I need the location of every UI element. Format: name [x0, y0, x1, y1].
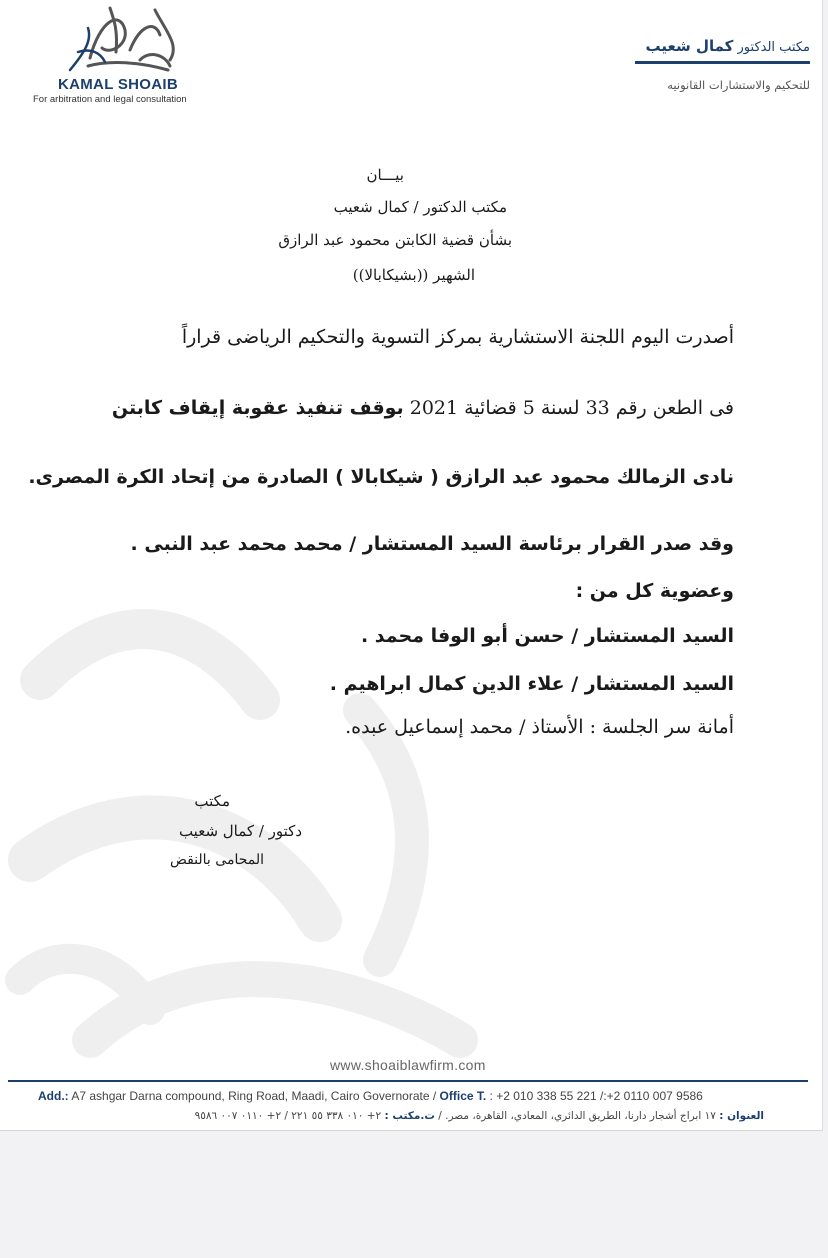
header-rule	[635, 61, 810, 64]
address-ar: ١٧ ابراج أشجار دارنا، الطريق الدائري، المعادي، القاهرة، مصر. /	[434, 1110, 720, 1122]
statement-issuer: مكتب الدكتور / كمال شعيب	[333, 198, 507, 216]
member-2: السيد المستشار / علاء الدين كمال ابراهيم .	[329, 673, 734, 695]
footer-rule	[8, 1080, 808, 1082]
decision-text: بوقف تنفيذ عقوبة إيقاف كابتن	[111, 397, 404, 419]
session-secretary: أمانة سر الجلسة : الأستاذ / محمد إسماعيل عبده.	[345, 716, 734, 738]
statement-nickname: الشهير ((بشيكابالا))	[352, 266, 475, 284]
statement-title: بيـــان	[366, 166, 404, 184]
signature-title: المحامى بالنقض	[169, 852, 264, 868]
statement-subject: بشأن قضية الكابتن محمود عبد الرازق	[278, 231, 512, 249]
body-paragraph-1: أصدرت اليوم اللجنة الاستشارية بمركز التسوية والتحكيم الرياضى قراراً	[181, 326, 734, 348]
footer-address-en	[38, 1089, 703, 1103]
logo-name: KAMAL SHOAIB	[58, 76, 178, 93]
office-name-header	[646, 37, 810, 55]
office-phone-label-en: Office T.	[439, 1089, 487, 1103]
logo-tagline: For arbitration and legal consultation	[33, 94, 187, 105]
office-phone-label-ar: ت.مكتب :	[384, 1110, 435, 1122]
body-paragraph-4: وقد صدر القرار برئاسة السيد المستشار / محمد محمد عبد النبى .	[130, 533, 734, 555]
body-paragraph-3: نادى الزمالك محمود عبد الرازق ( شيكابالا ) الصادرة من إتحاد الكرة المصرى.	[28, 466, 734, 488]
office-name: كمال شعيب	[645, 37, 734, 55]
office-prefix: مكتب الدكتور	[737, 40, 810, 55]
phones-en: : +2 010 338 55 221 /:+2 0110 007 9586	[486, 1089, 703, 1103]
address-label-ar: العنوان :	[719, 1110, 764, 1122]
website-link[interactable]: www.shoaiblawfirm.com	[330, 1057, 486, 1073]
footer-address-ar	[92, 1110, 764, 1122]
body-paragraph-2	[112, 397, 734, 419]
address-en: A7 ashgar Darna compound, Ring Road, Maadi, Cairo Governorate /	[68, 1089, 440, 1103]
address-label-en: Add.:	[38, 1089, 69, 1103]
appeal-number: فى الطعن رقم 33 لسنة 5 قضائية 2021	[403, 397, 734, 419]
signature-office: مكتب	[194, 792, 230, 810]
signature-name: دكتور / كمال شعيب	[178, 822, 302, 840]
member-1: السيد المستشار / حسن أبو الوفا محمد .	[360, 625, 734, 647]
body-paragraph-5: وعضوية كل من :	[575, 580, 734, 602]
phones-ar: ٢+ ٠١٠ ٣٣٨ ٥٥ ٢٢١ / ٢+ ٠١١٠ ٠٠٧ ٩٥٨٦	[194, 1110, 385, 1122]
office-subtitle: للتحكيم والاستشارات القانونيه	[667, 78, 810, 92]
